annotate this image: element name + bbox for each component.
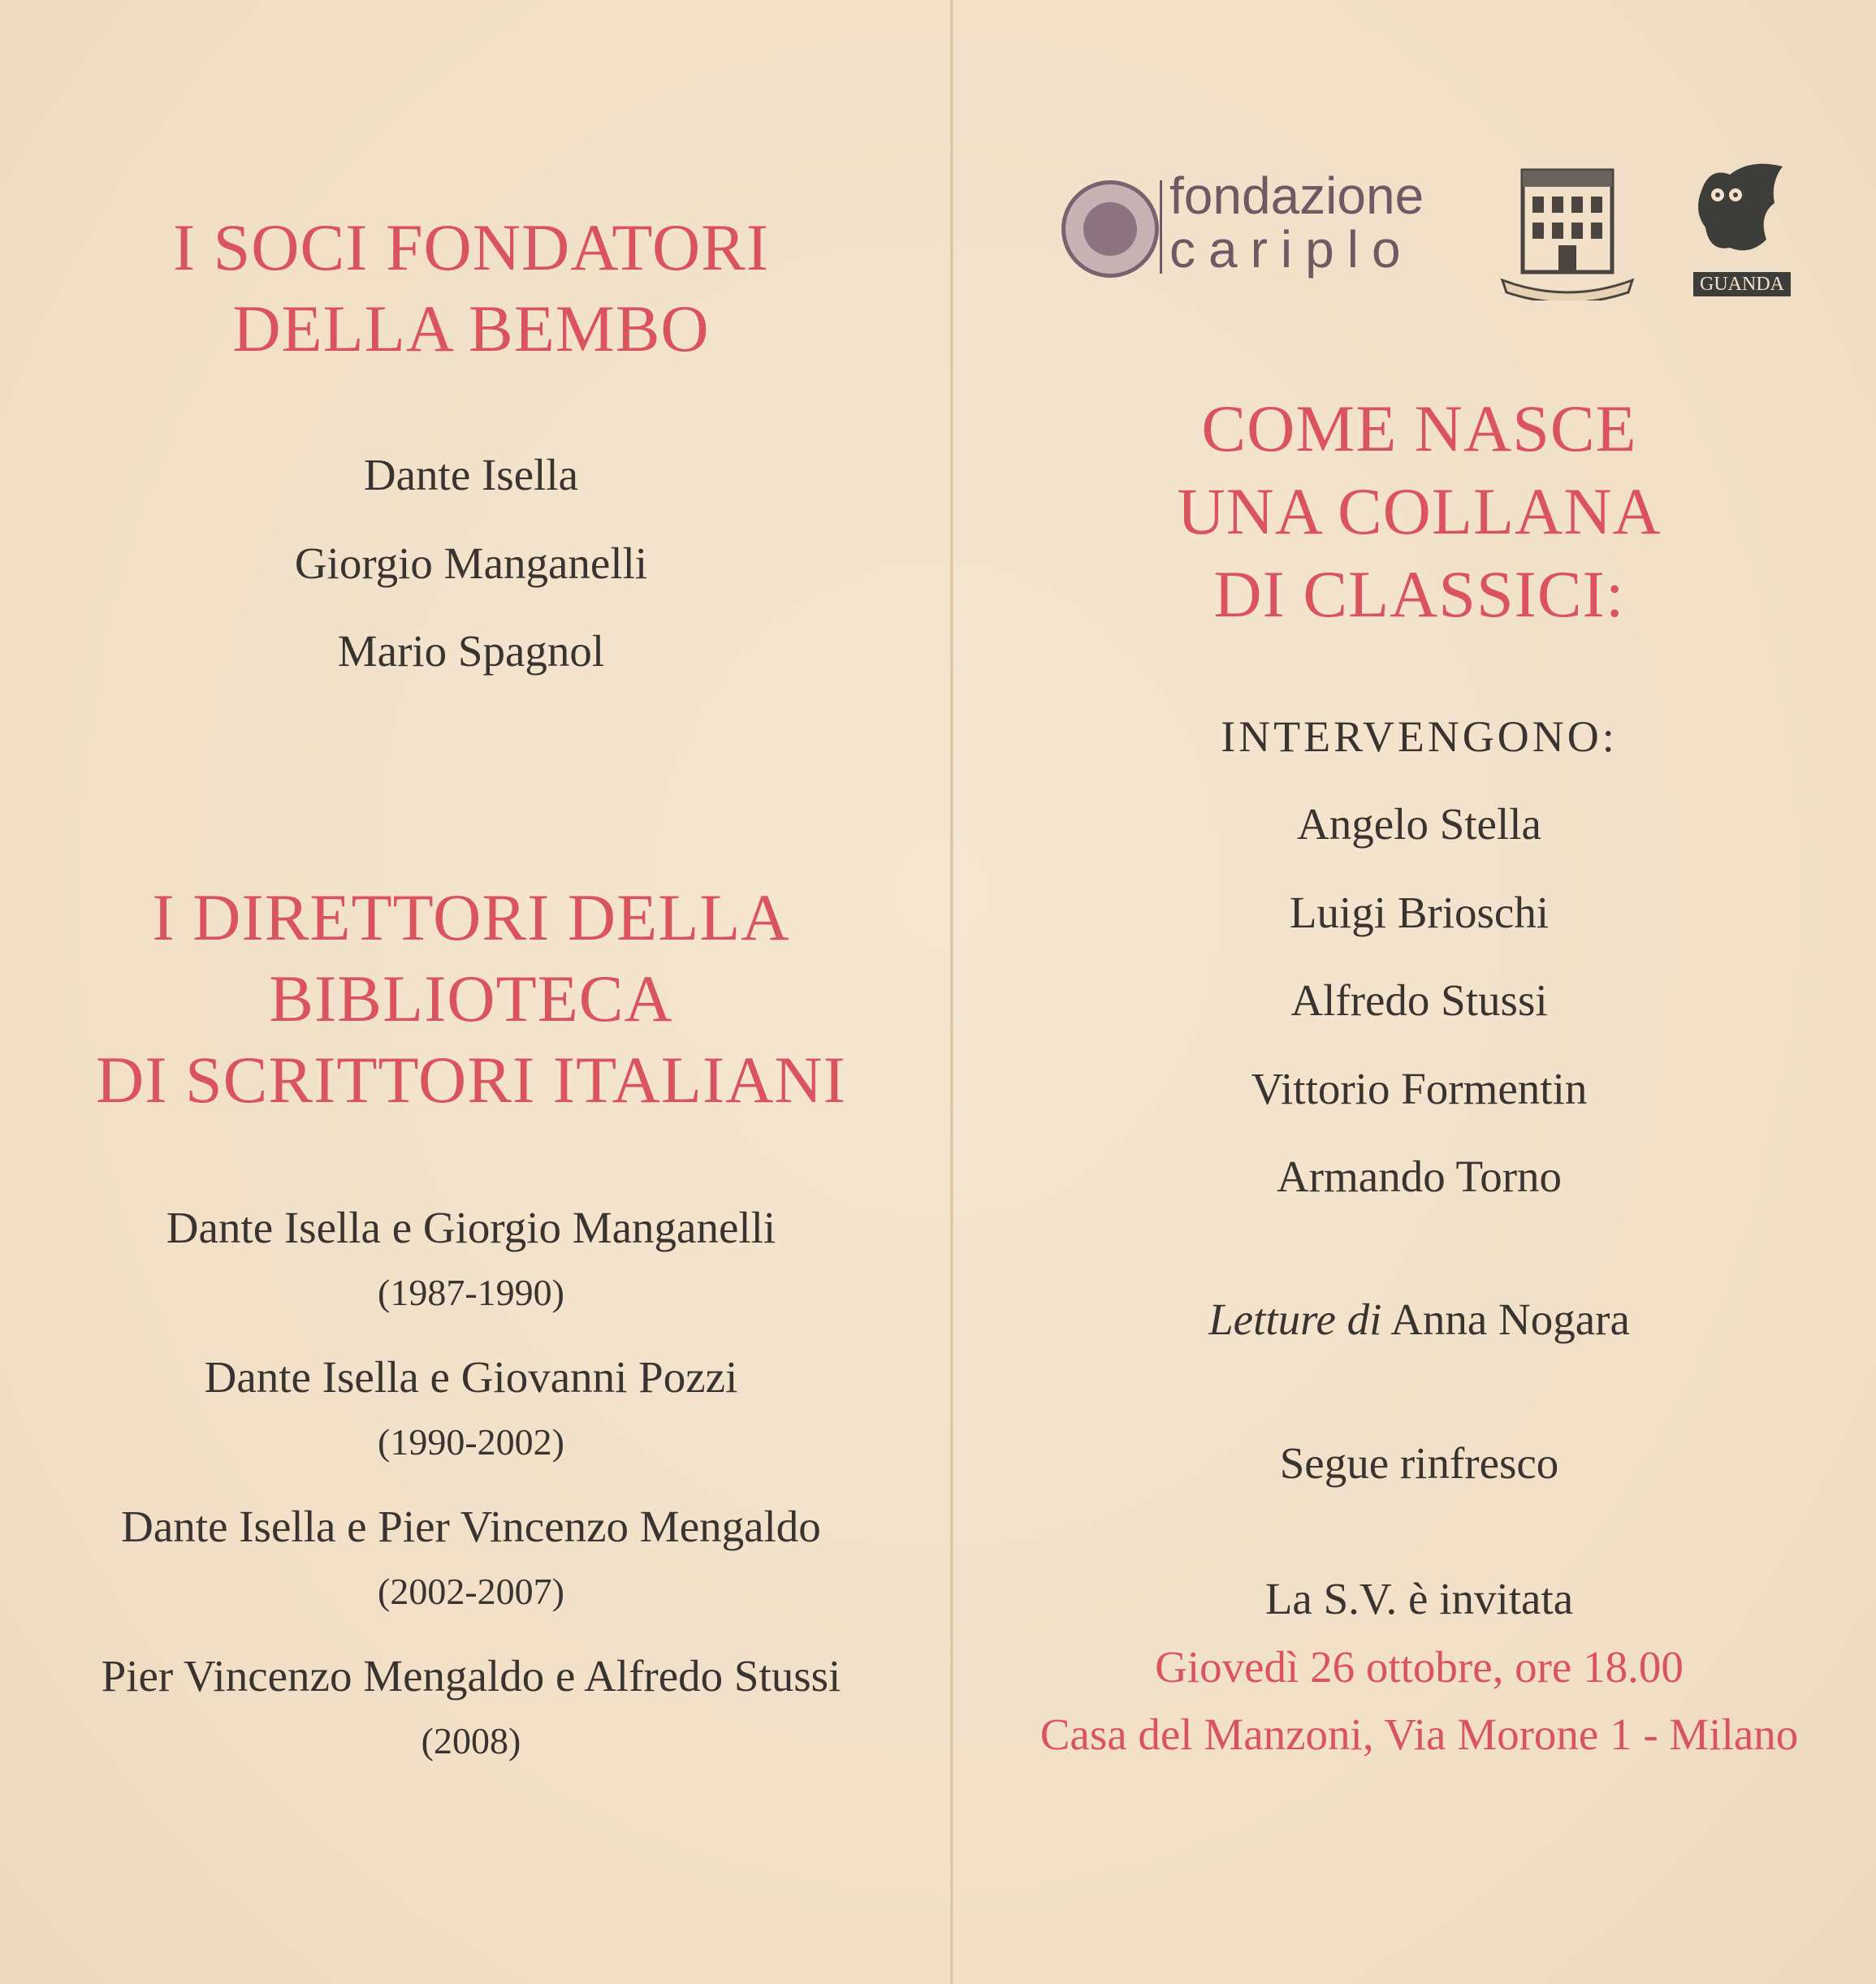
right-panel [962, 0, 1876, 1984]
guanda-label: GUANDA [1693, 272, 1791, 296]
speakers-label: INTERVENGONO: [1221, 712, 1618, 761]
director-names: Pier Vincenzo Mengaldo e Alfredo Stussi [101, 1651, 841, 1701]
sponsor-logos [962, 138, 1876, 317]
director-years: (2008) [421, 1720, 521, 1761]
directors-title-line-3: DI SCRITTORI ITALIANI [96, 1043, 846, 1117]
founder-name: Giorgio Manganelli [294, 538, 648, 588]
director-years: (2002-2007) [378, 1571, 564, 1612]
founders-title-line-2: DELLA BEMBO [232, 292, 710, 365]
founders-title-line-1: I SOCI FONDATORI [172, 210, 770, 284]
event-date: Giovedì 26 ottobre, ore 18.00 [1155, 1642, 1684, 1692]
fold-line [950, 0, 953, 1984]
fondazione-cariplo-logo: fondazione cariplo [1169, 166, 1424, 279]
event-title-line-3: DI CLASSICI: [1213, 557, 1625, 631]
event-venue: Casa del Manzoni, Via Morone 1 - Milano [1040, 1710, 1799, 1759]
readings [962, 1294, 1876, 1346]
directors-title-line-1: I DIRETTORI DELLA [152, 880, 790, 954]
speaker-name: Luigi Brioschi [1289, 888, 1550, 937]
refreshment-note: Segue rinfresco [1279, 1438, 1559, 1488]
speaker-name: Alfredo Stussi [1290, 975, 1548, 1025]
casa-del-manzoni-logo [1498, 146, 1636, 300]
founder-name: Mario Spagnol [337, 626, 605, 676]
logo-divider [1160, 180, 1162, 274]
readings-label: Letture di [1208, 1295, 1382, 1344]
owl-icon [1693, 158, 1791, 272]
fondazione-seal-icon [1061, 180, 1159, 278]
speaker-name: Armando Torno [1276, 1152, 1563, 1201]
speaker-name: Vittorio Formentin [1251, 1064, 1588, 1113]
guanda-logo [1693, 158, 1791, 300]
founder-name: Dante Isella [363, 450, 579, 499]
director-names: Dante Isella e Pier Vincenzo Mengaldo [121, 1502, 821, 1551]
event-title-line-2: UNA COLLANA [1177, 474, 1662, 548]
event-title-line-1: COME NASCE [1201, 391, 1637, 465]
director-names: Dante Isella e Giovanni Pozzi [204, 1352, 738, 1402]
director-names: Dante Isella e Giorgio Manganelli [166, 1203, 776, 1252]
invitation-text: La S.V. è invitata [1264, 1574, 1574, 1623]
director-years: (1987-1990) [378, 1272, 564, 1313]
reader-name: Anna Nogara [1390, 1295, 1630, 1344]
director-years: (1990-2002) [378, 1421, 564, 1463]
speaker-name: Angelo Stella [1297, 799, 1541, 849]
directors-title-line-2: BIBLIOTECA [269, 962, 673, 1035]
